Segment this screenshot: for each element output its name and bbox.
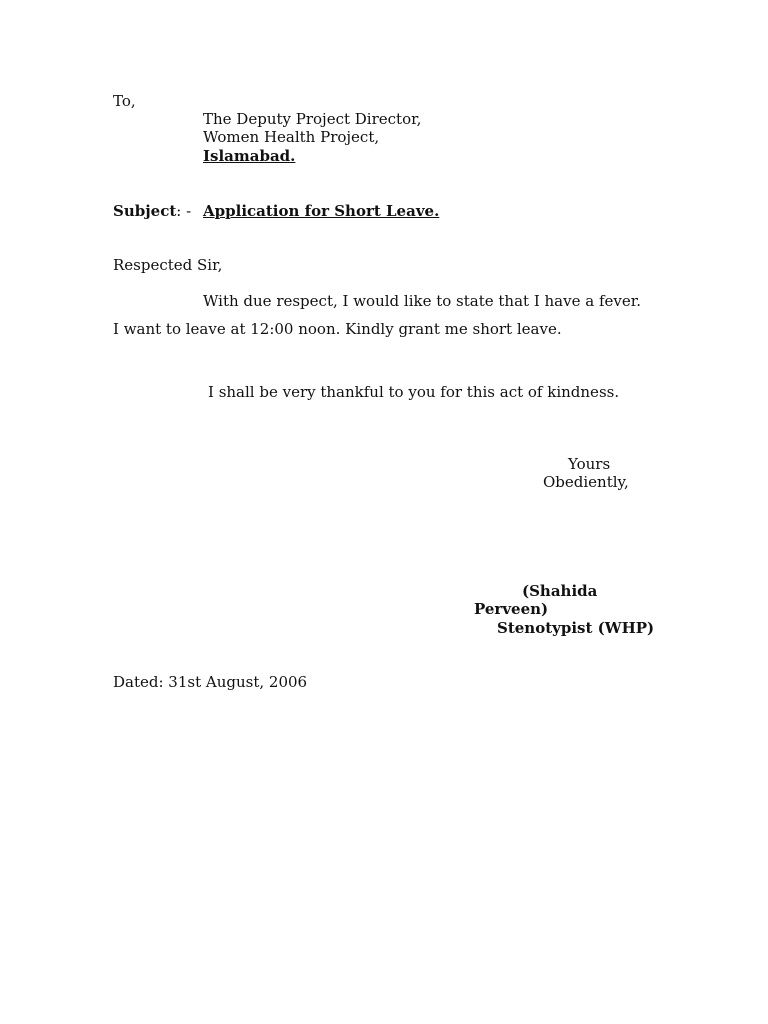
closing-line-2: Obediently, (543, 473, 629, 491)
body-line-3: I shall be very thankful to you for this act of kindness. (208, 383, 620, 401)
dated-line: Dated: 31st August, 2006 (113, 673, 308, 691)
signature-name-line-2: Perveen) (474, 600, 549, 618)
closing-line-1: Yours (568, 455, 611, 473)
signature-designation: Stenotypist (WHP) (497, 619, 655, 637)
subject-line (113, 202, 191, 220)
addressee-city: Islamabad. (203, 147, 296, 165)
greeting: Respected Sir, (113, 256, 223, 274)
body-line-2: I want to leave at 12:00 noon. Kindly grant me short leave. (113, 320, 562, 338)
body-line-1: With due respect, I would like to state that I have a fever. (203, 292, 642, 310)
subject-separator: : - (176, 202, 192, 220)
subject-text: Application for Short Leave. (203, 202, 440, 220)
signature-name-line-1: (Shahida (522, 582, 598, 600)
subject-label: Subject (113, 202, 177, 220)
addressee-line-2: Women Health Project, (203, 128, 380, 146)
to-label: To, (113, 92, 136, 110)
addressee-line-1: The Deputy Project Director, (203, 110, 422, 128)
